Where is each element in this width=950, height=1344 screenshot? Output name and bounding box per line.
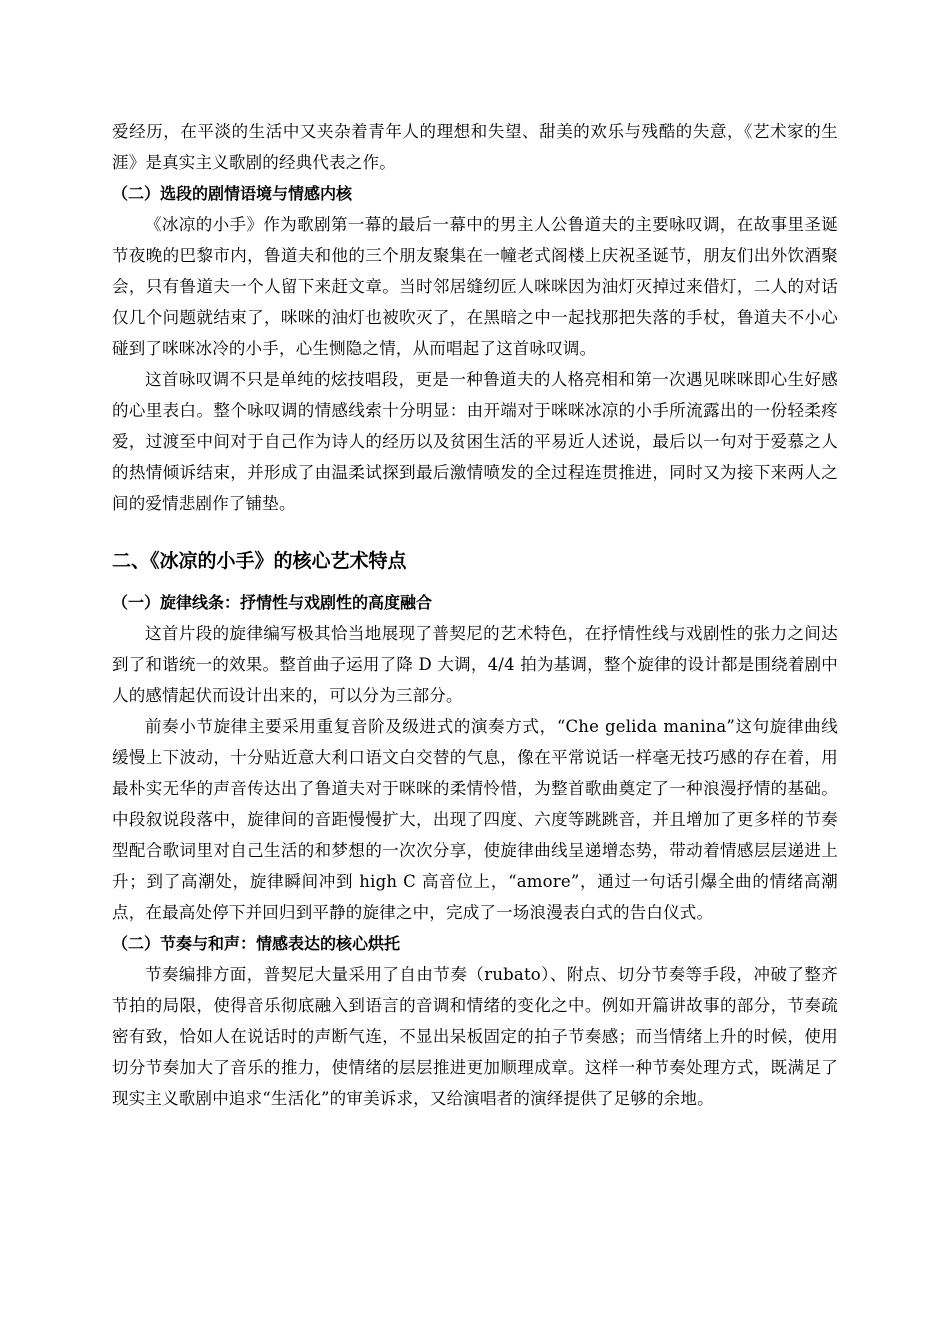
subsection-heading-rhythm-harmony: （二）节奏与和声：情感表达的核心烘托 [112, 934, 401, 953]
subsection-heading-plot-context: （二）选段的剧情语境与情感内核 [112, 184, 353, 203]
section-title-artistic-features: 二、《冰凉的小手》的核心艺术特点 [112, 550, 407, 572]
paragraph-plot-context: 《冰凉的小手》作为歌剧第一幕的最后一幕中的男主人公鲁道夫的主要咏叹调，在故事里圣诞节夜晚的巴黎市内，鲁道夫和他的三个朋友聚集在一幢老式阁楼上庆祝圣诞节，朋友们出外饮酒聚会，只有鲁道夫一个人留下来赶文章。当时邻居缝纫匠人咪咪因为油灯灭掉过来借灯，二人的对话仅几个问题就结束了，咪咪的油灯也被吹灭了，在黑暗之中一起找那把失落的手杖，鲁道夫不小心碰到了咪咪冰冷的小手，心生恻隐之情，从而唱起了这首咏叹调。 [112, 215, 838, 358]
paragraph-rhythm: 节奏编排方面，普契尼大量采用了自由节奏（rubato）、附点、切分节奏等手段，冲破了整齐节拍的局限，使得音乐彻底融入到语言的音调和情绪的变化之中。例如开篇讲故事的部分，节奏疏密有致，恰如人在说话时的声断气连，不显出呆板固定的拍子节奏感；而当情绪上升的时候，使用切分节奏加大了音乐的推力，使情绪的层层推进更加顺理成章。这样一种节奏处理方式，既满足了现实主义歌剧中追求“生活化”的审美诉求，又给演唱者的演绎提供了足够的余地。 [112, 965, 838, 1108]
paragraph-melody-detail: 前奏小节旋律主要采用重复音阶及级进式的演奏方式，“Che gelida manina”这句旋律曲线缓慢上下波动，十分贴近意大利口语文白交替的气息，像在平常说话一样毫无技巧感的存在着，用最朴实无华的声音传达出了鲁道夫对于咪咪的柔情怜惜，为整首歌曲奠定了一种浪漫抒情的基础。中段叙说段落中，旋律间的音距慢慢扩大，出现了四度、六度等跳跳音，并且增加了更多样的节奏型配合歌词里对自己生活的和梦想的一次次分享，使旋律曲线呈递增态势，带动着情感层层递进上升；到了高潮处，旋律瞬间冲到 high C 高音位上，“amore”，通过一句话引爆全曲的情绪高潮点，在最高处停下并回归到平静的旋律之中，完成了一场浪漫表白式的告白仪式。 [112, 717, 838, 922]
intro-paragraph: 爱经历，在平淡的生活中又夹杂着青年人的理想和失望、甜美的欢乐与残酷的失意，《艺术家的生涯》是真实主义歌剧的经典代表之作。 [112, 122, 838, 172]
paragraph-emotional-core: 这首咏叹调不只是单纯的炫技唱段，更是一种鲁道夫的人格亮相和第一次遇见咪咪即心生好感的心里表白。整个咏叹调的情感线索十分明显：由开端对于咪咪冰凉的小手所流露出的一份轻柔疼爱，过渡至中间对于自己作为诗人的经历以及贫困生活的平易近人述说，最后以一句对于爱慕之人的热情倾诉结束，并形成了由温柔试探到最后激情喷发的全过程连贯推进，同时又为接下来两人之间的爱情悲剧作了铺垫。 [112, 370, 838, 513]
paragraph-melody-overview: 这首片段的旋律编写极其恰当地展现了普契尼的艺术特色，在抒情性线与戏剧性的张力之间达到了和谐统一的效果。整首曲子运用了降 D 大调，4/4 拍为基调，整个旋律的设计都是围绕着剧中人的感情起伏而设计出来的，可以分为三部分。 [112, 624, 838, 705]
subsection-heading-melody: （一）旋律线条：抒情性与戏剧性的高度融合 [112, 593, 433, 612]
document-page [112, 116, 838, 1114]
